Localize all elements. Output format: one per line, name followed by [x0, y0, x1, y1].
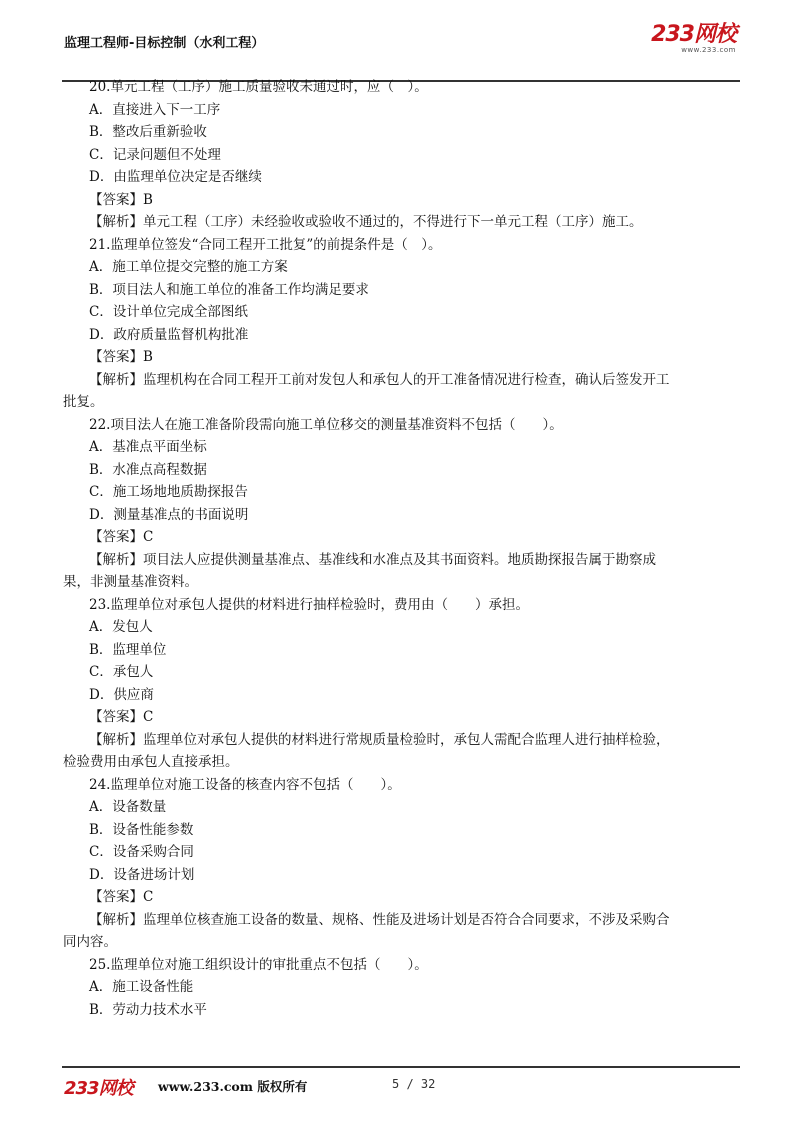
answer-option: C．承包人	[89, 664, 154, 680]
answer-option: A．施工设备性能	[89, 979, 194, 995]
answer-key: 【答案】B	[89, 191, 153, 208]
question-stem: 25.监理单位对施工组织设计的审批重点不包括（ ）。	[89, 956, 428, 973]
answer-option: A．基准点平面坐标	[89, 439, 207, 455]
answer-key: 【答案】C	[89, 709, 154, 725]
answer-option: B．整改后重新验收	[89, 124, 207, 140]
answer-option: C．设计单位完成全部图纸	[89, 304, 248, 320]
footer-divider	[62, 1066, 740, 1068]
answer-option: A．设备数量	[89, 799, 167, 815]
answer-option: A．施工单位提交完整的施工方案	[89, 259, 288, 275]
question-list	[63, 76, 737, 1021]
question-stem: 22.项目法人在施工准备阶段需向施工单位移交的测量基准资料不包括（ ）。	[89, 416, 563, 433]
question-block	[63, 414, 737, 594]
answer-option: A．直接进入下一工序	[89, 101, 221, 118]
answer-option: B．水准点高程数据	[89, 461, 207, 478]
answer-option: C．设备采购合同	[89, 844, 194, 860]
explanation-line: 【解析】监理单位核查施工设备的数量、规格、性能及进场计划是否符合合同要求，不涉及采购合	[89, 911, 670, 928]
answer-option: D．供应商	[89, 686, 154, 703]
answer-option: C．记录问题但不处理	[89, 146, 221, 163]
footer-logo: 233网校	[64, 1078, 133, 1099]
explanation-line: 检验费用由承包人直接承担。	[63, 754, 239, 770]
answer-option: C．施工场地地质勘探报告	[89, 484, 248, 500]
question-block	[89, 954, 737, 1022]
answer-key: 【答案】C	[89, 529, 154, 545]
question-stem: 23.监理单位对承包人提供的材料进行抽样检验时，费用由（ ）承担。	[89, 596, 529, 613]
answer-option: B．监理单位	[89, 641, 167, 658]
brand-logo	[651, 24, 736, 54]
question-stem: 21.监理单位签发“合同工程开工批复”的前提条件是（ ）。	[89, 236, 442, 253]
answer-option: D．政府质量监督机构批准	[89, 326, 249, 343]
answer-option: B．设备性能参数	[89, 821, 194, 838]
document-title: 监理工程师-目标控制（水利工程）	[64, 36, 265, 51]
question-stem: 20.单元工程（工序）施工质量验收未通过时，应（ ）。	[89, 79, 428, 95]
logo-text: 233网校	[651, 22, 736, 47]
footer-copyright: www.233.com 版权所有	[158, 1079, 308, 1094]
answer-option: A．发包人	[89, 619, 153, 635]
question-block	[63, 594, 737, 774]
page-footer	[62, 1066, 740, 1106]
answer-option: D．由监理单位决定是否继续	[89, 169, 262, 185]
question-stem: 24.监理单位对施工设备的核查内容不包括（ ）。	[89, 776, 401, 793]
explanation-line: 【解析】监理单位对承包人提供的材料进行常规质量检验时，承包人需配合监理人进行抽样检验，	[89, 731, 670, 748]
question-block	[63, 234, 737, 414]
page-header	[62, 24, 740, 58]
page-number: 5 / 32	[392, 1077, 436, 1091]
logo-url: www.233.com	[681, 46, 736, 54]
explanation-line: 同内容。	[63, 934, 117, 950]
explanation-line: 【解析】项目法人应提供测量基准点、基准线和水准点及其书面资料。地质勘探报告属于勘察成	[89, 551, 656, 568]
answer-key: 【答案】C	[89, 889, 154, 905]
answer-option: B．劳动力技术水平	[89, 1001, 207, 1018]
question-block	[89, 76, 737, 234]
explanation-line: 【解析】监理机构在合同工程开工前对发包人和承包人的开工准备情况进行检查，确认后签发开工	[89, 371, 670, 388]
answer-option: D．设备进场计划	[89, 866, 195, 883]
answer-option: B．项目法人和施工单位的准备工作均满足要求	[89, 281, 369, 298]
explanation-line: 果，非测量基准资料。	[63, 574, 198, 590]
question-block	[63, 774, 737, 954]
explanation-line: 【解析】单元工程（工序）未经验收或验收不通过的，不得进行下一单元工程（工序）施工。	[89, 214, 643, 230]
explanation-line: 批复。	[63, 394, 104, 410]
answer-option: D．测量基准点的书面说明	[89, 506, 249, 523]
answer-key: 【答案】B	[89, 349, 153, 365]
